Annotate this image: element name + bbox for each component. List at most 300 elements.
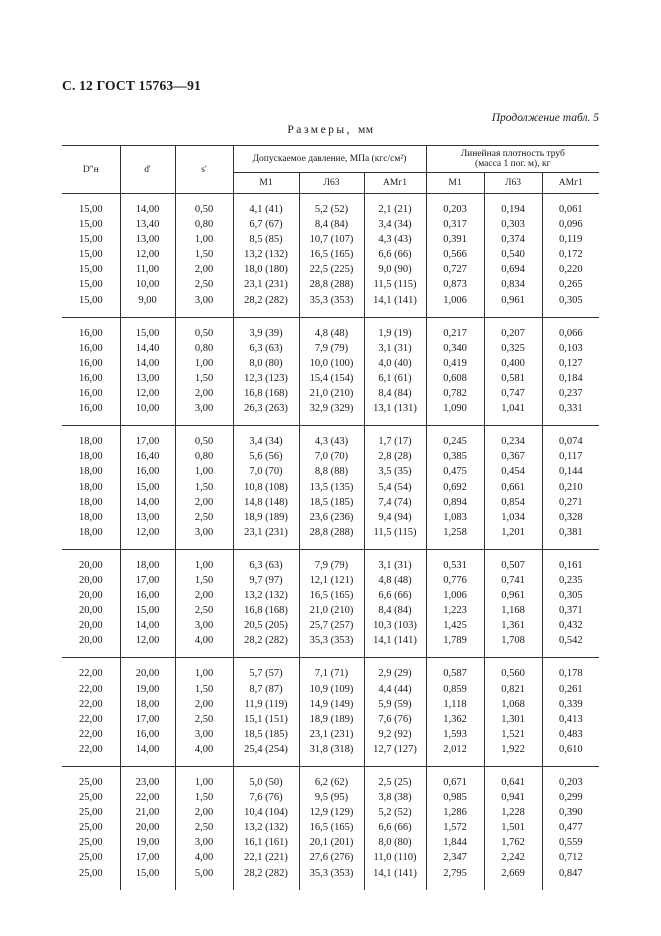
cell-pressure-l63: 9,5 (95) [299, 790, 364, 805]
cell-density-amg1: 0,559 [542, 835, 599, 850]
cell-pressure-amg1: 8,0 (80) [364, 835, 426, 850]
cell-density-l63: 1,361 [484, 618, 542, 633]
cell-density-m1: 0,566 [426, 247, 484, 262]
table-row [62, 767, 599, 791]
cell-outer-diameter: 15,00 [78, 249, 103, 261]
cell-density-amg1: 0,178 [542, 658, 599, 682]
cell-pressure-m1: 16,8 (168) [233, 603, 299, 618]
cell-density-l63: 1,041 [484, 401, 542, 426]
cell-density-amg1: 0,265 [542, 277, 599, 292]
table-header [62, 146, 599, 194]
cell-pressure-amg1: 8,4 (84) [364, 386, 426, 401]
cell-density-l63: 0,454 [484, 464, 542, 479]
header-density-m1: М1 [426, 173, 484, 194]
cell-inner-diameter: 9,00 [120, 293, 175, 318]
cell-inner-diameter: 17,00 [120, 426, 175, 450]
cell-pressure-amg1: 5,9 (59) [364, 697, 426, 712]
cell-density-m1: 0,340 [426, 341, 484, 356]
cell-density-l63: 0,234 [484, 426, 542, 450]
table-row [62, 510, 599, 525]
cell-outer-diameter: 22,00 [78, 698, 103, 710]
cell-density-m1: 0,985 [426, 790, 484, 805]
cell-density-amg1: 0,413 [542, 712, 599, 727]
cell-pressure-m1: 18,0 (180) [233, 262, 299, 277]
cell-outer-diameter: 16,00 [78, 342, 103, 354]
cell-inner-diameter: 13,00 [120, 510, 175, 525]
cell-pressure-l63: 4,3 (43) [299, 426, 364, 450]
cell-pressure-amg1: 2,1 (21) [364, 194, 426, 218]
header-pressure-amg1: АМг1 [364, 173, 426, 194]
cell-density-l63: 0,367 [484, 449, 542, 464]
cell-pressure-amg1: 5,4 (54) [364, 480, 426, 495]
cell-pressure-amg1: 14,1 (141) [364, 293, 426, 318]
cell-inner-diameter: 20,00 [120, 658, 175, 682]
cell-density-l63: 0,325 [484, 341, 542, 356]
cell-pressure-l63: 15,4 (154) [299, 371, 364, 386]
cell-density-l63: 1,228 [484, 805, 542, 820]
cell-density-amg1: 0,432 [542, 618, 599, 633]
table-row [62, 525, 599, 550]
cell-density-amg1: 0,477 [542, 820, 599, 835]
cell-pressure-l63: 13,5 (135) [299, 480, 364, 495]
cell-density-amg1: 0,371 [542, 603, 599, 618]
header-density-amg1: АМг1 [542, 173, 599, 194]
header-allowed-pressure: Допускаемое давление, МПа (кгс/см²) [233, 146, 426, 173]
cell-density-m1: 0,873 [426, 277, 484, 292]
cell-pressure-amg1: 3,5 (35) [364, 464, 426, 479]
cell-wall-thickness: 3,00 [175, 401, 233, 426]
cell-density-amg1: 0,184 [542, 371, 599, 386]
cell-wall-thickness: 2,50 [175, 277, 233, 292]
dimensions-table [62, 145, 599, 890]
cell-pressure-amg1: 6,6 (66) [364, 820, 426, 835]
cell-pressure-m1: 13,2 (132) [233, 247, 299, 262]
cell-density-amg1: 0,127 [542, 356, 599, 371]
cell-density-m1: 0,217 [426, 317, 484, 341]
cell-inner-diameter: 13,40 [120, 217, 175, 232]
cell-density-m1: 1,362 [426, 712, 484, 727]
cell-pressure-amg1: 8,4 (84) [364, 603, 426, 618]
cell-density-l63: 2,669 [484, 866, 542, 890]
cell-density-amg1: 0,328 [542, 510, 599, 525]
cell-pressure-l63: 18,5 (185) [299, 495, 364, 510]
cell-inner-diameter: 15,00 [120, 317, 175, 341]
cell-density-l63: 0,961 [484, 293, 542, 318]
cell-wall-thickness: 1,00 [175, 767, 233, 791]
cell-inner-diameter: 10,00 [120, 277, 175, 292]
cell-density-amg1: 0,172 [542, 247, 599, 262]
cell-pressure-l63: 16,5 (165) [299, 820, 364, 835]
cell-outer-diameter: 20,00 [78, 620, 103, 632]
cell-outer-diameter: 16,00 [78, 403, 103, 415]
cell-pressure-m1: 4,1 (41) [233, 194, 299, 218]
cell-pressure-m1: 3,9 (39) [233, 317, 299, 341]
cell-density-amg1: 0,210 [542, 480, 599, 495]
cell-density-amg1: 0,074 [542, 426, 599, 450]
cell-density-m1: 1,006 [426, 293, 484, 318]
cell-wall-thickness: 1,50 [175, 480, 233, 495]
cell-pressure-l63: 16,5 (165) [299, 247, 364, 262]
cell-outer-diameter: 18,00 [78, 511, 103, 523]
cell-density-m1: 1,223 [426, 603, 484, 618]
cell-wall-thickness: 1,50 [175, 790, 233, 805]
table-row [62, 371, 599, 386]
cell-pressure-l63: 10,7 (107) [299, 232, 364, 247]
cell-density-amg1: 0,331 [542, 401, 599, 426]
table-row [62, 658, 599, 682]
cell-pressure-amg1: 1,9 (19) [364, 317, 426, 341]
cell-outer-diameter: 18,00 [78, 481, 103, 493]
cell-wall-thickness: 3,00 [175, 618, 233, 633]
cell-density-amg1: 0,712 [542, 850, 599, 865]
cell-wall-thickness: 1,00 [175, 549, 233, 573]
table-row [62, 426, 599, 450]
cell-wall-thickness: 5,00 [175, 866, 233, 890]
cell-pressure-m1: 28,2 (282) [233, 866, 299, 890]
cell-pressure-amg1: 9,4 (94) [364, 510, 426, 525]
cell-inner-diameter: 15,00 [120, 480, 175, 495]
cell-inner-diameter: 18,00 [120, 549, 175, 573]
cell-outer-diameter: 25,00 [78, 822, 103, 834]
cell-pressure-l63: 8,4 (84) [299, 217, 364, 232]
cell-density-l63: 0,661 [484, 480, 542, 495]
cell-wall-thickness: 4,00 [175, 742, 233, 767]
cell-pressure-amg1: 3,8 (38) [364, 790, 426, 805]
header-linear-density-line1: Линейная плотность труб [460, 149, 565, 159]
cell-pressure-amg1: 5,2 (52) [364, 805, 426, 820]
cell-density-amg1: 0,483 [542, 727, 599, 742]
cell-pressure-amg1: 11,0 (110) [364, 850, 426, 865]
cell-density-amg1: 0,096 [542, 217, 599, 232]
cell-density-m1: 1,593 [426, 727, 484, 742]
cell-density-l63: 0,961 [484, 588, 542, 603]
cell-wall-thickness: 1,00 [175, 356, 233, 371]
table-row [62, 356, 599, 371]
cell-density-l63: 1,034 [484, 510, 542, 525]
cell-density-m1: 1,090 [426, 401, 484, 426]
cell-pressure-m1: 3,4 (34) [233, 426, 299, 450]
cell-pressure-amg1: 1,7 (17) [364, 426, 426, 450]
cell-pressure-amg1: 6,6 (66) [364, 247, 426, 262]
cell-density-m1: 0,203 [426, 194, 484, 218]
cell-wall-thickness: 4,00 [175, 633, 233, 658]
cell-outer-diameter: 20,00 [78, 605, 103, 617]
cell-pressure-m1: 5,7 (57) [233, 658, 299, 682]
cell-density-l63: 1,068 [484, 697, 542, 712]
cell-pressure-m1: 26,3 (263) [233, 401, 299, 426]
table-row [62, 790, 599, 805]
cell-pressure-m1: 8,7 (87) [233, 682, 299, 697]
cell-inner-diameter: 14,00 [120, 618, 175, 633]
cell-density-m1: 0,475 [426, 464, 484, 479]
header-density-l63: Л63 [484, 173, 542, 194]
table-row [62, 495, 599, 510]
cell-wall-thickness: 1,50 [175, 573, 233, 588]
cell-density-m1: 1,258 [426, 525, 484, 550]
cell-pressure-amg1: 6,6 (66) [364, 588, 426, 603]
cell-density-m1: 1,286 [426, 805, 484, 820]
table-row [62, 697, 599, 712]
cell-pressure-amg1: 3,1 (31) [364, 341, 426, 356]
cell-inner-diameter: 17,00 [120, 573, 175, 588]
row-group [62, 317, 599, 426]
cell-density-amg1: 0,144 [542, 464, 599, 479]
cell-density-amg1: 0,339 [542, 697, 599, 712]
cell-wall-thickness: 2,00 [175, 495, 233, 510]
table-row [62, 850, 599, 865]
cell-inner-diameter: 12,00 [120, 247, 175, 262]
table-row [62, 217, 599, 232]
cell-density-l63: 0,507 [484, 549, 542, 573]
cell-pressure-amg1: 4,4 (44) [364, 682, 426, 697]
cell-pressure-l63: 12,1 (121) [299, 573, 364, 588]
cell-density-amg1: 0,610 [542, 742, 599, 767]
cell-wall-thickness: 2,00 [175, 386, 233, 401]
cell-density-m1: 1,572 [426, 820, 484, 835]
cell-density-l63: 0,641 [484, 767, 542, 791]
cell-outer-diameter: 18,00 [62, 426, 120, 450]
cell-pressure-l63: 6,2 (62) [299, 767, 364, 791]
cell-density-m1: 2,012 [426, 742, 484, 767]
cell-pressure-m1: 11,9 (119) [233, 697, 299, 712]
table-row [62, 588, 599, 603]
cell-pressure-l63: 35,3 (353) [299, 293, 364, 318]
cell-density-amg1: 0,235 [542, 573, 599, 588]
caption-unit: мм [358, 124, 374, 136]
cell-pressure-amg1: 4,3 (43) [364, 232, 426, 247]
header-wall-thickness: s' [175, 146, 233, 194]
cell-wall-thickness: 2,50 [175, 712, 233, 727]
cell-outer-diameter: 25,00 [78, 867, 103, 879]
cell-pressure-m1: 7,0 (70) [233, 464, 299, 479]
row-group [62, 194, 599, 318]
cell-density-m1: 2,347 [426, 850, 484, 865]
cell-pressure-l63: 12,9 (129) [299, 805, 364, 820]
table-row [62, 247, 599, 262]
cell-density-amg1: 0,061 [542, 194, 599, 218]
table-row [62, 341, 599, 356]
cell-pressure-m1: 22,1 (221) [233, 850, 299, 865]
cell-inner-diameter: 14,00 [120, 356, 175, 371]
table-row [62, 293, 599, 318]
cell-density-m1: 0,692 [426, 480, 484, 495]
table-row [62, 386, 599, 401]
cell-inner-diameter: 15,00 [120, 866, 175, 890]
cell-density-l63: 1,168 [484, 603, 542, 618]
cell-pressure-l63: 18,9 (189) [299, 712, 364, 727]
cell-pressure-m1: 9,7 (97) [233, 573, 299, 588]
table-row [62, 742, 599, 767]
table-row [62, 317, 599, 341]
cell-pressure-amg1: 10,3 (103) [364, 618, 426, 633]
table-continuation-note: Продолжение табл. 5 [491, 112, 599, 124]
cell-outer-diameter: 15,00 [78, 219, 103, 231]
cell-density-l63: 1,501 [484, 820, 542, 835]
cell-density-l63: 0,540 [484, 247, 542, 262]
cell-pressure-l63: 4,8 (48) [299, 317, 364, 341]
cell-wall-thickness: 0,80 [175, 341, 233, 356]
cell-density-amg1: 0,381 [542, 525, 599, 550]
cell-outer-diameter: 25,00 [62, 767, 120, 791]
cell-density-l63: 0,747 [484, 386, 542, 401]
cell-density-l63: 0,194 [484, 194, 542, 218]
cell-outer-diameter: 20,00 [78, 574, 103, 586]
cell-wall-thickness: 2,50 [175, 510, 233, 525]
table-row [62, 573, 599, 588]
header-pressure-m1: М1 [233, 173, 299, 194]
cell-pressure-l63: 31,8 (318) [299, 742, 364, 767]
cell-outer-diameter: 15,00 [78, 204, 103, 215]
cell-density-m1: 0,727 [426, 262, 484, 277]
cell-inner-diameter: 14,00 [120, 495, 175, 510]
cell-pressure-amg1: 9,0 (90) [364, 262, 426, 277]
cell-density-amg1: 0,161 [542, 549, 599, 573]
row-group [62, 658, 599, 767]
table-row [62, 464, 599, 479]
cell-wall-thickness: 3,00 [175, 293, 233, 318]
table-row [62, 682, 599, 697]
cell-wall-thickness: 2,50 [175, 603, 233, 618]
table-row [62, 262, 599, 277]
table-row [62, 194, 599, 218]
cell-density-l63: 0,854 [484, 495, 542, 510]
cell-inner-diameter: 23,00 [120, 767, 175, 791]
cell-inner-diameter: 13,00 [120, 371, 175, 386]
cell-wall-thickness: 1,00 [175, 232, 233, 247]
cell-density-l63: 0,821 [484, 682, 542, 697]
cell-density-l63: 0,741 [484, 573, 542, 588]
cell-density-l63: 1,762 [484, 835, 542, 850]
cell-wall-thickness: 3,00 [175, 727, 233, 742]
cell-density-m1: 1,006 [426, 588, 484, 603]
cell-inner-diameter: 17,00 [120, 712, 175, 727]
cell-pressure-m1: 12,3 (123) [233, 371, 299, 386]
cell-outer-diameter: 22,00 [78, 728, 103, 740]
cell-wall-thickness: 1,00 [175, 464, 233, 479]
cell-density-l63: 1,922 [484, 742, 542, 767]
cell-density-amg1: 0,119 [542, 232, 599, 247]
cell-pressure-amg1: 2,5 (25) [364, 767, 426, 791]
cell-pressure-m1: 10,4 (104) [233, 805, 299, 820]
cell-pressure-l63: 35,3 (353) [299, 866, 364, 890]
cell-pressure-m1: 16,8 (168) [233, 386, 299, 401]
cell-pressure-l63: 32,9 (329) [299, 401, 364, 426]
cell-density-amg1: 0,103 [542, 341, 599, 356]
table-row [62, 449, 599, 464]
table-row [62, 866, 599, 890]
table-row [62, 603, 599, 618]
cell-pressure-l63: 25,7 (257) [299, 618, 364, 633]
cell-density-l63: 0,303 [484, 217, 542, 232]
cell-density-m1: 0,531 [426, 549, 484, 573]
cell-wall-thickness: 1,50 [175, 682, 233, 697]
cell-density-m1: 0,671 [426, 767, 484, 791]
cell-pressure-amg1: 4,8 (48) [364, 573, 426, 588]
cell-inner-diameter: 16,00 [120, 464, 175, 479]
cell-wall-thickness: 2,50 [175, 820, 233, 835]
cell-density-l63: 0,374 [484, 232, 542, 247]
cell-outer-diameter: 18,00 [78, 496, 103, 508]
cell-pressure-l63: 28,8 (288) [299, 277, 364, 292]
cell-pressure-l63: 21,0 (210) [299, 386, 364, 401]
cell-pressure-amg1: 14,1 (141) [364, 633, 426, 658]
table-row [62, 232, 599, 247]
cell-outer-diameter: 22,00 [78, 683, 103, 695]
cell-density-l63: 1,201 [484, 525, 542, 550]
cell-density-amg1: 0,237 [542, 386, 599, 401]
cell-pressure-m1: 23,1 (231) [233, 277, 299, 292]
cell-wall-thickness: 4,00 [175, 850, 233, 865]
cell-outer-diameter: 18,00 [78, 451, 103, 463]
cell-wall-thickness: 2,00 [175, 805, 233, 820]
cell-pressure-l63: 35,3 (353) [299, 633, 364, 658]
cell-pressure-m1: 13,2 (132) [233, 820, 299, 835]
cell-pressure-l63: 5,2 (52) [299, 194, 364, 218]
cell-wall-thickness: 2,00 [175, 262, 233, 277]
cell-density-amg1: 0,305 [542, 588, 599, 603]
cell-pressure-l63: 14,9 (149) [299, 697, 364, 712]
table-row [62, 712, 599, 727]
cell-inner-diameter: 10,00 [120, 401, 175, 426]
cell-pressure-l63: 20,1 (201) [299, 835, 364, 850]
cell-density-m1: 0,419 [426, 356, 484, 371]
cell-outer-diameter: 20,00 [62, 549, 120, 573]
cell-density-amg1: 0,305 [542, 293, 599, 318]
cell-outer-diameter: 16,00 [78, 388, 103, 400]
header-outer-diameter: D"н [62, 146, 120, 194]
cell-outer-diameter: 16,00 [78, 372, 103, 384]
cell-wall-thickness: 2,00 [175, 588, 233, 603]
cell-pressure-amg1: 12,7 (127) [364, 742, 426, 767]
cell-outer-diameter: 25,00 [78, 792, 103, 804]
cell-inner-diameter: 16,40 [120, 449, 175, 464]
cell-pressure-m1: 8,0 (80) [233, 356, 299, 371]
cell-wall-thickness: 1,50 [175, 247, 233, 262]
cell-pressure-amg1: 6,1 (61) [364, 371, 426, 386]
cell-density-amg1: 0,261 [542, 682, 599, 697]
cell-pressure-amg1: 2,8 (28) [364, 449, 426, 464]
cell-wall-thickness: 0,80 [175, 449, 233, 464]
cell-outer-diameter: 15,00 [78, 234, 103, 246]
cell-density-amg1: 0,117 [542, 449, 599, 464]
cell-pressure-m1: 25,4 (254) [233, 742, 299, 767]
cell-pressure-l63: 8,8 (88) [299, 464, 364, 479]
cell-pressure-amg1: 9,2 (92) [364, 727, 426, 742]
cell-density-m1: 2,795 [426, 866, 484, 890]
cell-density-l63: 0,834 [484, 277, 542, 292]
cell-inner-diameter: 12,00 [120, 386, 175, 401]
cell-density-l63: 0,400 [484, 356, 542, 371]
cell-density-amg1: 0,390 [542, 805, 599, 820]
cell-inner-diameter: 16,00 [120, 727, 175, 742]
header-inner-diameter: d' [120, 146, 175, 194]
header-pressure-l63: Л63 [299, 173, 364, 194]
cell-density-m1: 0,245 [426, 426, 484, 450]
cell-inner-diameter: 15,00 [120, 603, 175, 618]
cell-pressure-amg1: 3,4 (34) [364, 217, 426, 232]
cell-outer-diameter: 16,00 [62, 317, 120, 341]
cell-density-m1: 0,776 [426, 573, 484, 588]
cell-pressure-l63: 27,6 (276) [299, 850, 364, 865]
cell-pressure-m1: 15,1 (151) [233, 712, 299, 727]
cell-pressure-m1: 28,2 (282) [233, 293, 299, 318]
cell-outer-diameter: 15,00 [78, 294, 103, 306]
cell-wall-thickness: 0,80 [175, 217, 233, 232]
cell-density-m1: 0,385 [426, 449, 484, 464]
table-row [62, 805, 599, 820]
cell-pressure-l63: 22,5 (225) [299, 262, 364, 277]
cell-pressure-m1: 28,2 (282) [233, 633, 299, 658]
